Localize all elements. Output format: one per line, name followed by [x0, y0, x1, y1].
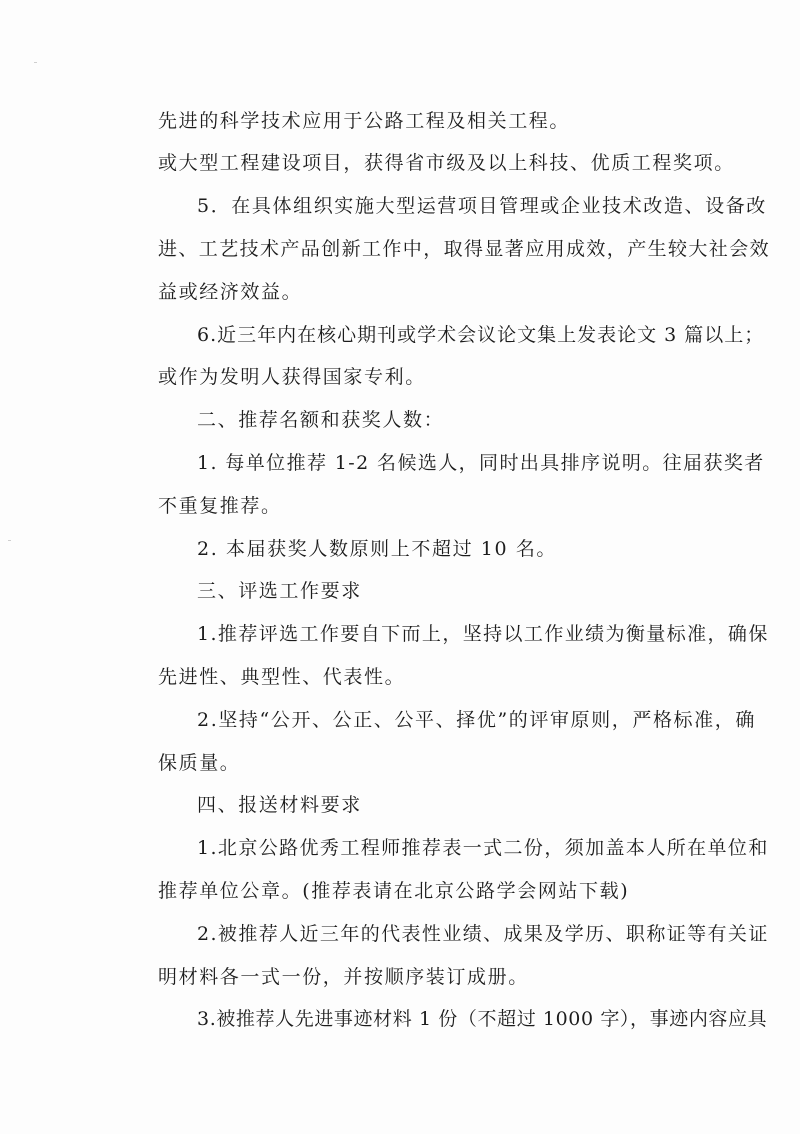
text-line: 或大型工程建设项目，获得省市级及以上科技、优质工程奖项。 [158, 152, 735, 174]
text-line: 保质量。 [158, 752, 241, 774]
text-line: 推荐单位公章。(推荐表请在北京公路学会网站下载) [158, 880, 630, 902]
text-line: 2.坚持“公开、公正、公平、择优”的评审原则，严格标准，确 [197, 709, 756, 731]
section-heading: 二、推荐名额和获奖人数： [197, 409, 445, 431]
text-line: 5．在具体组织实施大型运营项目管理或企业技术改造、设备改 [197, 195, 767, 217]
text-line: 进、工艺技术产品创新工作中，取得显著应用成效，产生较大社会效 [158, 238, 771, 260]
scan-speck [34, 62, 37, 63]
text-line: 益或经济效益。 [158, 281, 303, 303]
text-line: 1.推荐评选工作要自下而上，坚持以工作业绩为衡量标准，确保 [197, 623, 769, 645]
text-line: 2.被推荐人近三年的代表性业绩、成果及学历、职称证等有关证 [197, 923, 769, 945]
text-line: 或作为发明人获得国家专利。 [158, 366, 426, 388]
text-line: 1. 每单位推荐 1-2 名候选人，同时出具排序说明。往届获奖者 [197, 452, 765, 474]
text-line: 明材料各一式一份，并按顺序装订成册。 [158, 966, 529, 988]
section-heading: 四、报送材料要求 [197, 794, 362, 816]
scan-speck [8, 540, 11, 541]
text-line: 6.近三年内在核心期刊或学术会议论文集上发表论文 3 篇以上； [197, 324, 765, 346]
text-line: 先进的科学技术应用于公路工程及相关工程。 [158, 110, 571, 132]
text-line: 3.被推荐人先进事迹材料 1 份（不超过 1000 字），事迹内容应具 [197, 1008, 768, 1030]
text-line: 2. 本届获奖人数原则上不超过 10 名。 [197, 538, 558, 560]
text-line: 不重复推荐。 [158, 495, 282, 517]
text-line: 1.北京公路优秀工程师推荐表一式二份，须加盖本人所在单位和 [197, 837, 769, 859]
text-line: 先进性、典型性、代表性。 [158, 666, 406, 688]
section-heading: 三、评选工作要求 [197, 580, 362, 602]
